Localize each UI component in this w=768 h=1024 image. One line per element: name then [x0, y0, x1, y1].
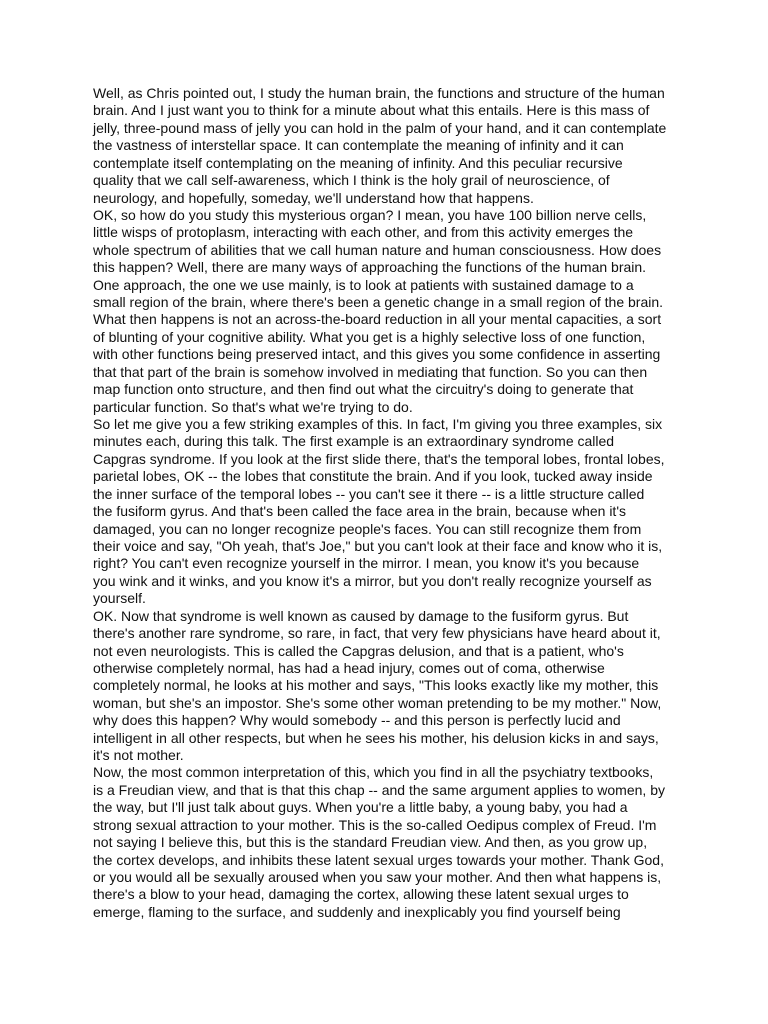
text-line: there's another rare syndrome, so rare, in fact, that very few physicians have heard about it,	[93, 625, 661, 642]
text-line: strong sexual attraction to your mother. This is the so-called Oedipus complex of Freud. I'm	[93, 816, 657, 833]
text-line: map function onto structure, and then find out what the circuitry's doing to generate that	[93, 381, 634, 398]
text-line: Now, the most common interpretation of this, which you find in all the psychiatry textbooks,	[93, 764, 654, 781]
document-page	[93, 85, 683, 921]
text-line: Capgras syndrome. If you look at the first slide there, that's the temporal lobes, frontal lobes,	[93, 450, 665, 467]
text-line: What then happens is not an across-the-board reduction in all your mental capacities, a sort	[93, 311, 662, 328]
text-line: little wisps of protoplasm, interacting with each other, and from this activity emerges the	[93, 224, 634, 241]
text-line: So let me give you a few striking examples of this. In fact, I'm giving you three examples, six	[93, 416, 663, 433]
text-line: One approach, the one we use mainly, is to look at patients with sustained damage to a	[93, 276, 634, 293]
text-line: otherwise completely normal, has had a head injury, comes out of coma, otherwise	[93, 659, 605, 676]
text-line: there's a blow to your head, damaging the cortex, allowing these latent sexual urges to	[93, 886, 629, 903]
paragraph	[93, 608, 683, 765]
text-line: emerge, flaming to the surface, and suddenly and inexplicably you find yourself being	[93, 903, 621, 920]
text-line: damaged, you can no longer recognize people's faces. You can still recognize them from	[93, 520, 642, 537]
text-line: right? You can't even recognize yourself in the mirror. I mean, you know it's you because	[93, 555, 640, 572]
text-line: quality that we call self-awareness, which I think is the holy grail of neuroscience, of	[93, 172, 610, 189]
text-line: whole spectrum of abilities that we call human nature and human consciousness. How does	[93, 241, 662, 258]
text-line: that that part of the brain is somehow involved in mediating that function. So you can then	[93, 363, 648, 380]
paragraph	[93, 85, 683, 207]
text-line: the cortex develops, and inhibits these latent sexual urges towards your mother. Thank God,	[93, 851, 664, 868]
text-line: the fusiform gyrus. And that's been called the face area in the brain, because when it's	[93, 503, 626, 520]
paragraph	[93, 416, 683, 608]
text-line: woman, but she's an impostor. She's some other woman pretending to be my mother." Now,	[93, 694, 662, 711]
text-line: the vastness of interstellar space. It can contemplate the meaning of infinity and it can	[93, 137, 624, 154]
text-line: yourself.	[93, 590, 146, 607]
paragraph	[93, 764, 683, 921]
text-line: is a Freudian view, and that is that this chap -- and the same argument applies to women, by	[93, 781, 665, 798]
text-line: small region of the brain, where there's been a genetic change in a small region of the brain.	[93, 294, 664, 311]
text-line: the inner surface of the temporal lobes -- you can't see it there -- is a little structure called	[93, 485, 645, 502]
text-line: with other functions being preserved intact, and this gives you some confidence in asserting	[93, 346, 661, 363]
text-line: this happen? Well, there are many ways of approaching the functions of the human brain.	[93, 259, 647, 276]
text-line: intelligent in all other respects, but when he sees his mother, his delusion kicks in and says,	[93, 729, 659, 746]
text-line: brain. And I just want you to think for a minute about what this entails. Here is this mass of	[93, 102, 650, 119]
text-line: particular function. So that's what we're trying to do.	[93, 398, 413, 415]
text-line: OK, so how do you study this mysterious organ? I mean, you have 100 billion nerve cells,	[93, 206, 647, 223]
text-line: jelly, three-pound mass of jelly you can hold in the palm of your hand, and it can contemplate	[93, 119, 667, 136]
text-line: their voice and say, "Oh yeah, that's Joe," but you can't look at their face and know who it is,	[93, 537, 663, 554]
text-line: parietal lobes, OK -- the lobes that constitute the brain. And if you look, tucked away inside	[93, 468, 653, 485]
text-line: not saying I believe this, but this is the standard Freudian view. And then, as you grow up,	[93, 834, 648, 851]
text-line: not even neurologists. This is called the Capgras delusion, and that is a patient, who's	[93, 642, 624, 659]
text-line: or you would all be sexually aroused when you saw your mother. And then what happens is,	[93, 868, 662, 885]
text-line: contemplate itself contemplating on the meaning of infinity. And this peculiar recursive	[93, 154, 623, 171]
text-line: neurology, and hopefully, someday, we'll understand how that happens.	[93, 189, 534, 206]
text-line: the way, but I'll just talk about guys. When you're a little baby, a young baby, you had a	[93, 799, 628, 816]
text-line: it's not mother.	[93, 747, 184, 764]
paragraph	[93, 207, 683, 416]
text-line: of blunting of your cognitive ability. What you get is a highly selective loss of one function,	[93, 328, 646, 345]
text-line: you wink and it winks, and you know it's a mirror, but you don't really recognize yourself as	[93, 572, 652, 589]
text-line: Well, as Chris pointed out, I study the human brain, the functions and structure of the human	[93, 85, 665, 101]
text-line: why does this happen? Why would somebody -- and this person is perfectly lucid and	[93, 712, 621, 729]
text-line: OK. Now that syndrome is well known as caused by damage to the fusiform gyrus. But	[93, 607, 629, 624]
text-line: minutes each, during this talk. The first example is an extraordinary syndrome called	[93, 433, 615, 450]
text-line: completely normal, he looks at his mother and says, "This looks exactly like my mother, this	[93, 677, 659, 694]
